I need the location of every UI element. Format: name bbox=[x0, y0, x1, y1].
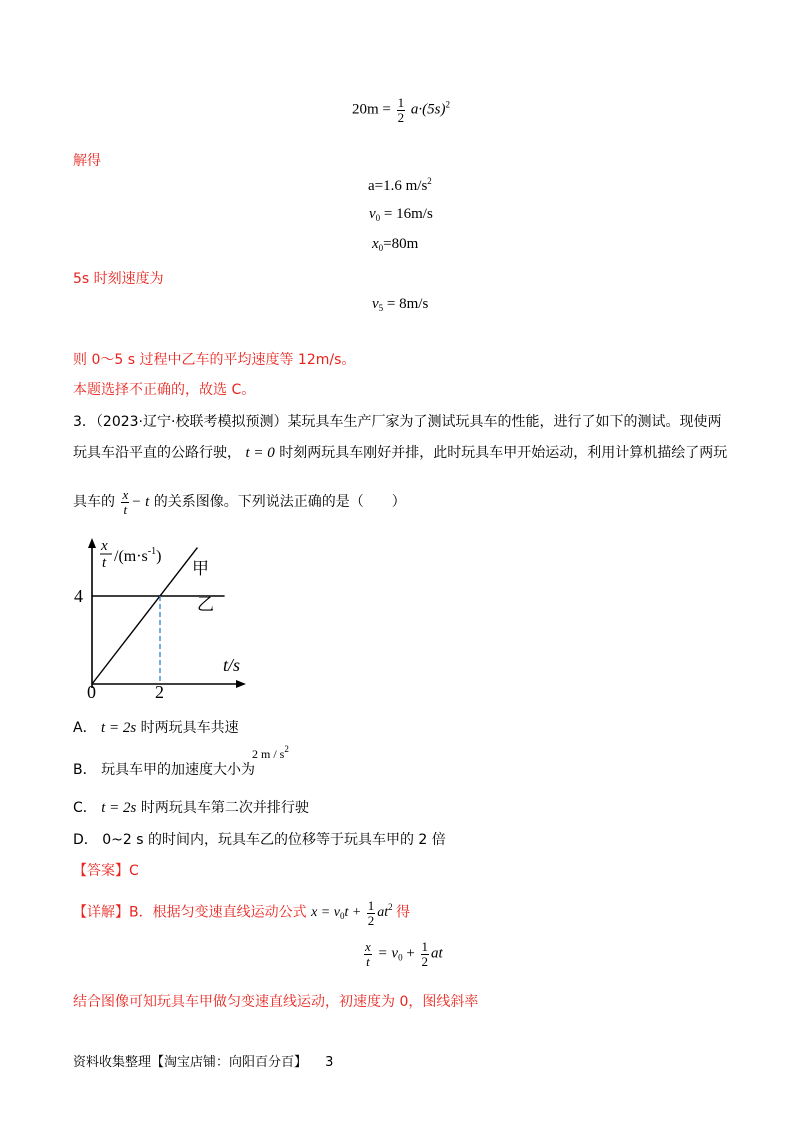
frac-den: 2 bbox=[421, 953, 429, 969]
formula-at: at bbox=[377, 905, 389, 921]
y-axis-arrow bbox=[88, 538, 96, 548]
final-text: 结合图像可知玩具车甲做匀变速直线运动，初速度为 0，图线斜率 bbox=[73, 994, 479, 1010]
v0-sub: 0 bbox=[375, 213, 381, 223]
option-b bbox=[73, 759, 255, 779]
page-number: 3 bbox=[325, 1055, 334, 1070]
v5-var: v bbox=[372, 296, 379, 312]
frac-num: 1 bbox=[421, 939, 429, 954]
footer bbox=[73, 1051, 333, 1070]
eq2-at: at bbox=[431, 945, 443, 962]
x0-sub: 0 bbox=[378, 243, 384, 253]
y-axis-label-num: x bbox=[101, 538, 108, 554]
option-b-text: 玩具车甲的加速度大小为 bbox=[101, 762, 256, 778]
question-number: 3． bbox=[73, 414, 96, 430]
detail-text-end: 得 bbox=[396, 904, 411, 921]
a-exp: 2 bbox=[427, 176, 432, 186]
frac-num: 1 bbox=[367, 898, 375, 913]
minus-t: − t bbox=[131, 494, 150, 511]
option-d bbox=[73, 829, 446, 849]
equation-displacement bbox=[352, 96, 450, 124]
formula-fraction bbox=[367, 899, 376, 927]
y-axis-label-den: t bbox=[102, 555, 107, 571]
equals-sign: = bbox=[382, 101, 391, 118]
equation-xt bbox=[362, 940, 443, 968]
detail-text: 【详解】B．根据匀变速直线运动公式 bbox=[73, 904, 307, 921]
y-axis-label-unit: $/(m\cdot s^{-1})$ bbox=[114, 546, 162, 565]
formula-lhs: x = v bbox=[311, 905, 340, 921]
eq2-plus: + bbox=[406, 945, 415, 962]
xt-t-graph bbox=[70, 536, 260, 706]
option-b-value-text: 2 m / s bbox=[252, 747, 285, 761]
x-tick-2: 2 bbox=[155, 682, 164, 702]
option-c bbox=[73, 797, 309, 817]
formula-t: t + bbox=[344, 905, 362, 921]
eq2-sub: 0 bbox=[398, 952, 403, 963]
option-c-eq: t = 2s bbox=[101, 800, 137, 816]
question-text-3a: 具车的 bbox=[73, 494, 115, 511]
question-text-2b: 时刻两玩具车刚好并排，此时玩具车甲开始运动，利用计算机描绘了两玩 bbox=[279, 445, 728, 461]
option-b-value bbox=[252, 744, 289, 762]
option-c-text: 时两玩具车第二次并排行驶 bbox=[140, 800, 309, 816]
formula-sub: 0 bbox=[339, 911, 345, 922]
question-source: （2023·辽宁·校联考模拟预测） bbox=[95, 414, 288, 430]
detail-line bbox=[73, 899, 410, 927]
option-b-exp: 2 bbox=[284, 744, 289, 754]
option-c-label: C． bbox=[73, 800, 97, 816]
frac-num: x bbox=[122, 487, 129, 502]
eq1-lhs: 20m bbox=[352, 101, 379, 118]
option-a bbox=[73, 717, 239, 737]
label-yi: 乙 bbox=[197, 595, 214, 614]
v0-rhs: = 16m/s bbox=[383, 206, 433, 222]
x0-var: x bbox=[372, 236, 379, 252]
formula-exp: 2 bbox=[388, 902, 393, 913]
frac-den: t bbox=[123, 501, 128, 517]
eq1-exp: 2 bbox=[445, 99, 450, 110]
answer-text: 【答案】C bbox=[73, 863, 139, 879]
equation-acceleration bbox=[368, 176, 432, 195]
x-axis-arrow bbox=[236, 680, 246, 688]
option-d-label: D． bbox=[73, 832, 98, 848]
frac-num: 1 bbox=[397, 95, 405, 110]
a-value: a=1.6 m/s bbox=[368, 178, 428, 194]
eq2-mid: = v bbox=[377, 945, 399, 962]
question-line-1 bbox=[73, 411, 721, 431]
frac-den: t bbox=[366, 953, 370, 969]
frac-num: x bbox=[365, 939, 371, 954]
t-zero-eq: t = 0 bbox=[245, 445, 275, 461]
detail-formula bbox=[311, 898, 396, 928]
question-line-3 bbox=[73, 488, 406, 516]
x-over-t bbox=[364, 940, 372, 968]
x-over-t-fraction bbox=[121, 488, 129, 516]
solve-label: 解得 bbox=[73, 153, 101, 169]
option-a-label: A． bbox=[73, 720, 97, 736]
question-line-2 bbox=[73, 442, 727, 462]
frac-den: 2 bbox=[367, 912, 375, 928]
equation-v5 bbox=[372, 296, 428, 313]
equation-v0 bbox=[369, 206, 433, 223]
y-tick-4: 4 bbox=[74, 586, 83, 606]
half-fraction bbox=[421, 940, 430, 968]
frac-den: 2 bbox=[397, 109, 405, 125]
series-line-jia bbox=[92, 548, 197, 684]
fraction-half bbox=[397, 96, 406, 124]
v5-label: 5s 时刻速度为 bbox=[73, 271, 164, 287]
label-jia: 甲 bbox=[192, 559, 209, 578]
conclusion-text: 本题选择不正确的，故选 C。 bbox=[73, 382, 256, 398]
avg-speed-text: 则 0～5 s 过程中乙车的平均速度等 12m/s。 bbox=[73, 352, 356, 368]
option-d-text: 0~2 s 的时间内，玩具车乙的位移等于玩具车甲的 2 倍 bbox=[102, 832, 446, 848]
origin-label: 0 bbox=[87, 682, 96, 702]
v5-sub: 5 bbox=[378, 303, 384, 313]
eq1-rest: a·(5s) bbox=[410, 101, 446, 118]
option-b-label: B． bbox=[73, 762, 97, 778]
x-axis-label: t/s bbox=[223, 655, 241, 675]
option-a-text: 时两玩具车共速 bbox=[140, 720, 239, 736]
option-a-eq: t = 2s bbox=[101, 720, 137, 736]
v5-rhs: = 8m/s bbox=[386, 296, 429, 312]
question-text-3b: 的关系图像。下列说法正确的是（ ） bbox=[153, 494, 406, 511]
footer-text: 资料收集整理【淘宝店铺：向阳百分百】 bbox=[73, 1055, 308, 1070]
question-text-1: 某玩具车生产厂家为了测试玩具车的性能，进行了如下的测试。现使两 bbox=[287, 414, 722, 430]
equation-x0 bbox=[372, 236, 418, 253]
question-text-2a: 玩具车沿平直的公路行驶， bbox=[73, 445, 241, 461]
v0-var: v bbox=[369, 206, 376, 222]
x0-rhs: =80m bbox=[383, 236, 419, 252]
